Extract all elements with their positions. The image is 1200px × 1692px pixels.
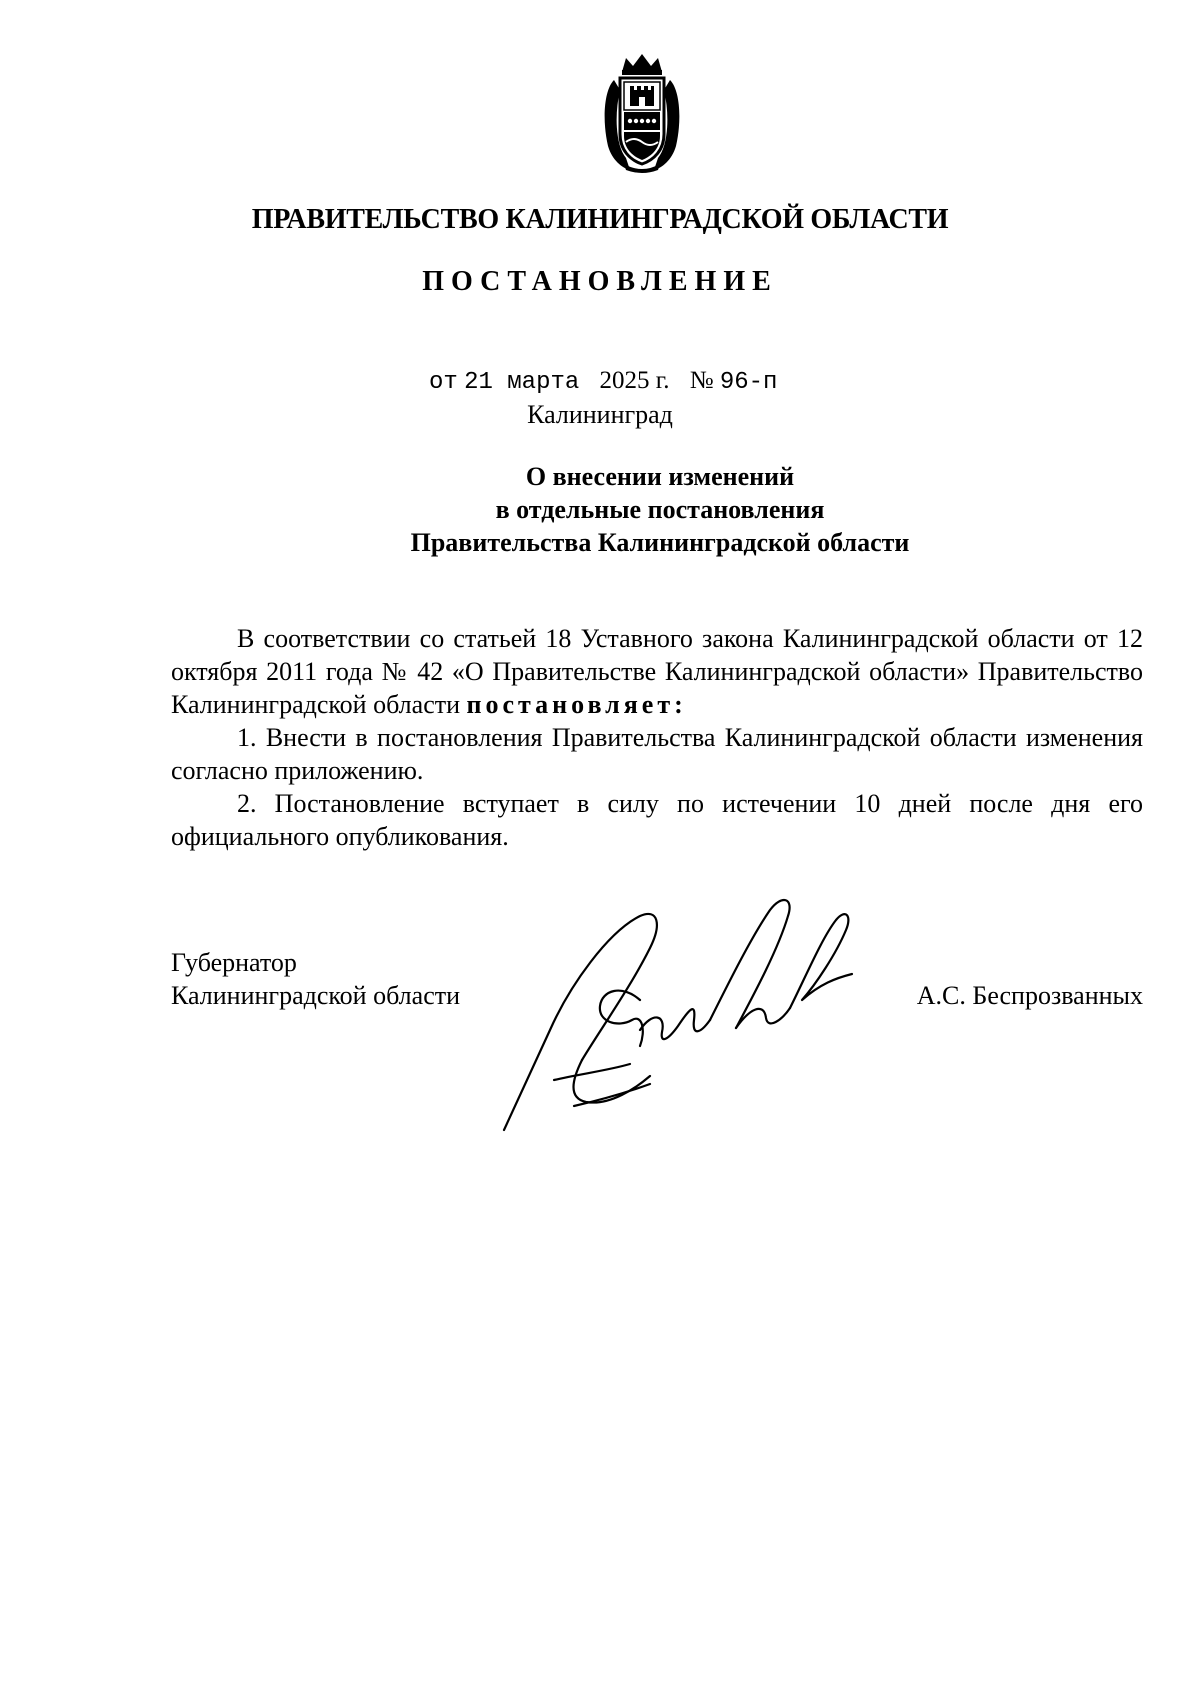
number-sign: №: [689, 367, 714, 394]
signatory-position: [171, 946, 460, 1012]
position-line: Губернатор: [171, 948, 297, 977]
date-prefix: от: [429, 369, 458, 396]
date-year: 2025 г.: [599, 367, 670, 394]
body-item-2: 2. Постановление вступает в силу по истечении 10 дней после дня его официального опубликования.: [171, 789, 1143, 851]
subject-line: в отдельные постановления: [495, 495, 825, 524]
document-date-number: [429, 366, 777, 398]
subject-line: О внесении изменений: [525, 462, 795, 491]
organization-title: ПРАВИТЕЛЬСТВО КАЛИНИНГРАДСКОЙ ОБЛАСТИ: [251, 204, 949, 235]
coat-of-arms-icon: [596, 50, 688, 174]
signatory-name: А.С. Беспрозванных: [916, 981, 1143, 1010]
body-paragraph-preamble: [171, 622, 1143, 721]
subject-line: Правительства Калининградской области: [410, 528, 910, 557]
document-subject: [380, 460, 940, 559]
document-body: [171, 622, 1143, 853]
preamble-text: В соответствии со статьей 18 Уставного закона Калининградской области от 12 октября 2011 года № 42 «О Правительстве Калининградской области» Правительство Калининградской области: [171, 624, 1143, 719]
city-name: Калининград: [527, 400, 673, 429]
position-line: Калининградской области: [171, 981, 461, 1010]
handwritten-signature: [490, 880, 910, 1140]
resolution-keyword: постановляет:: [466, 690, 687, 719]
date-day-month: 21 марта: [464, 369, 580, 396]
document-type-heading: ПОСТАНОВЛЕНИЕ: [422, 266, 778, 297]
body-item-1: 1. Внести в постановления Правительства Калининградской области изменения согласно приложению.: [171, 723, 1143, 785]
document-number: 96-п: [719, 369, 778, 396]
